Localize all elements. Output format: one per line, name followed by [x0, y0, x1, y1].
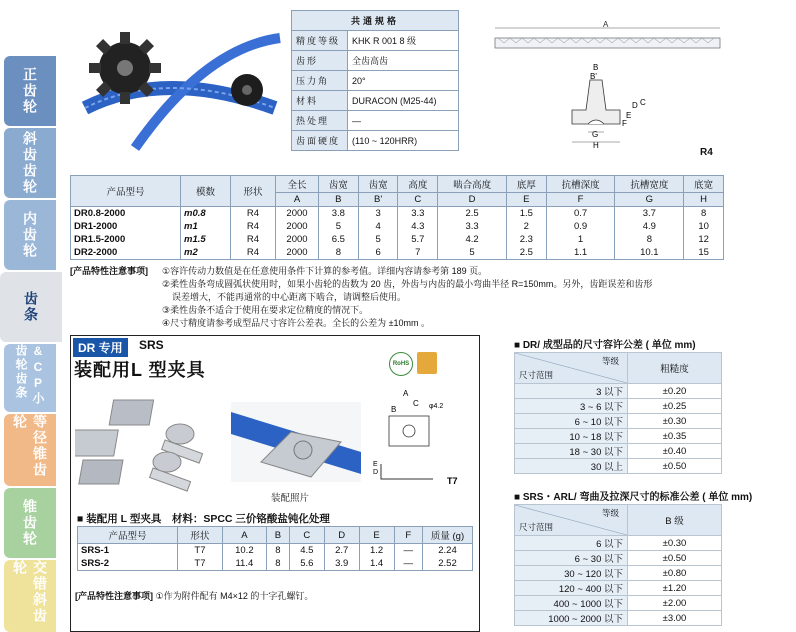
- sidebar-tab-helical-gear[interactable]: 斜齿齿轮: [4, 128, 56, 198]
- svg-text:φ4.2: φ4.2: [429, 403, 444, 410]
- table-cell: 30 ~ 120 以下: [515, 566, 628, 581]
- table-cell: DR0.8-2000: [71, 207, 181, 221]
- rohs-icon: RoHS: [389, 352, 413, 376]
- table-cell: 1.5: [506, 207, 546, 221]
- svg-text:A: A: [603, 20, 609, 29]
- table-cell: ±0.35: [628, 429, 722, 444]
- table-row: [515, 414, 722, 429]
- table-cell: 2.5: [438, 207, 507, 221]
- table-cell: 2.3: [506, 233, 546, 246]
- table-cell: 4: [358, 220, 398, 233]
- table-cell: 3.3: [438, 220, 507, 233]
- svg-text:D: D: [373, 469, 379, 476]
- clip-diagram: [373, 384, 475, 494]
- table-row: [71, 220, 724, 233]
- table-cell: SRS-2: [78, 557, 178, 571]
- table-cell: 1: [546, 233, 615, 246]
- table-cell: m0.8: [181, 207, 231, 221]
- table-cell: 2.52: [423, 557, 473, 571]
- tol1-title: ■ DR/ 成型品的尺寸容许公差 ( 单位 mm): [514, 340, 696, 351]
- sidebar-tab-miter-gear[interactable]: 等径锥齿轮: [4, 414, 56, 486]
- table-cell: 6 ~ 10 以下: [515, 414, 628, 429]
- table-cell: 1000 ~ 2000 以下: [515, 611, 628, 626]
- sidebar-tab-screw-gear[interactable]: 交错斜齿轮: [4, 560, 56, 632]
- assembly-photo: [231, 402, 361, 482]
- svg-text:H: H: [593, 141, 599, 150]
- srs-section: [70, 335, 480, 632]
- table-cell: 11.4: [222, 557, 266, 571]
- svg-text:G: G: [592, 130, 599, 139]
- table-cell: 18 ~ 30 以下: [515, 444, 628, 459]
- table-cell: 120 ~ 400 以下: [515, 581, 628, 596]
- table-cell: 4.5: [289, 544, 324, 558]
- table-row: [78, 544, 473, 558]
- table-cell: 6.5: [318, 233, 358, 246]
- table-row: [515, 384, 722, 399]
- table-cell: ±2.00: [628, 596, 722, 611]
- table-cell: 0.7: [546, 207, 615, 221]
- table-cell: 8: [615, 233, 684, 246]
- table-row: [78, 557, 473, 571]
- table-cell: ±0.80: [628, 566, 722, 581]
- table-cell: DR1-2000: [71, 220, 181, 233]
- table-cell: 5.7: [398, 233, 438, 246]
- table-row: [515, 611, 722, 626]
- table-cell: ±0.30: [628, 536, 722, 551]
- table-cell: 1.4: [359, 557, 394, 571]
- table-cell: 10.1: [615, 246, 684, 260]
- table-cell: 2.7: [324, 544, 359, 558]
- table-row: [515, 566, 722, 581]
- table-cell: 5: [358, 233, 398, 246]
- spec-title: 共通规格: [292, 11, 459, 31]
- table-cell: 7: [398, 246, 438, 260]
- table-cell: 10: [684, 220, 724, 233]
- table-cell: SRS-1: [78, 544, 178, 558]
- clips-screws-photo: [75, 392, 225, 497]
- table-cell: 3: [358, 207, 398, 221]
- table-row: [515, 551, 722, 566]
- table-cell: 3.9: [324, 557, 359, 571]
- gear-rack-photo: [75, 8, 285, 168]
- table-cell: 1.2: [359, 544, 394, 558]
- table-cell: m2: [181, 246, 231, 260]
- table-cell: 12: [684, 233, 724, 246]
- table-row: [515, 429, 722, 444]
- table-cell: 15: [684, 246, 724, 260]
- table-cell: 4.3: [398, 220, 438, 233]
- sidebar: [0, 52, 62, 632]
- svg-text:A: A: [403, 389, 409, 398]
- table-row: [515, 459, 722, 474]
- sidebar-tab-rack[interactable]: 齿条: [0, 272, 62, 342]
- tol1-table: 等级 尺寸范围 粗糙度 3 以下 ±0.20 3 ~ 6 以下 ±0.25 6 ~ 10 以下 ±0.30 10 ~ 18 以下 ±0.35 18 ~ 30 以下 ±0.40 30 以上 ±0.50: [514, 352, 722, 474]
- svg-text:D: D: [632, 101, 638, 110]
- srs-table: 产品型号 形状 A B C D E F 质量 (g) SRS-1 T7 10.2 8 4.5 2.7 1.2 — 2.24 SRS-2 T7 11.4 8 5.6 3.9 1.4 — 2.52: [77, 526, 473, 571]
- svg-text:F: F: [622, 119, 627, 128]
- table-cell: ±0.30: [628, 414, 722, 429]
- table-row: [515, 444, 722, 459]
- rack-dimension-diagram: [490, 20, 730, 160]
- table-cell: ±0.40: [628, 444, 722, 459]
- product-table: 产品型号 模数 形状 全长 齿宽 齿宽 高度 啮合高度 底厚 抗槽深度 抗槽宽度 底宽 A B B' C D E F G H DR0.8-2000 m0.8 R4 2000 3.8 3 3.3 2.5 1.5 0.7 3.7 8 DR1-2000 m1 R4 2000 5 4 4.3 3.3 2 0.9 4.9 10 DR1.5-2000 m1.5 R4 2000 6.5 5 5.7 4.2 2.3 1 8 12 DR2-2000 m2 R4 2000 8 6 7 5 2.5 1.1 10.1 15: [70, 175, 724, 260]
- svg-text:C: C: [640, 98, 646, 107]
- table-cell: 2000: [276, 220, 319, 233]
- table-cell: 10 ~ 18 以下: [515, 429, 628, 444]
- table-cell: T7: [178, 544, 223, 558]
- table-row: [515, 399, 722, 414]
- table-cell: 3 ~ 6 以下: [515, 399, 628, 414]
- table-cell: 5: [318, 220, 358, 233]
- sidebar-tab-spur-gear[interactable]: 正齿轮: [4, 56, 56, 126]
- common-spec-table: 共通规格 精度等级 KHK R 001 8 级 齿形 全齿高齿 压力角 20° 材料 DURACON (M25-44) 热处理 — 齿面硬度 (110 ~ 120HRR): [291, 10, 459, 151]
- sidebar-tab-internal-gear[interactable]: 内齿轮: [4, 200, 56, 270]
- table-cell: ±0.50: [628, 459, 722, 474]
- table-cell: R4: [231, 220, 276, 233]
- table-row: [515, 596, 722, 611]
- table-cell: DR1.5-2000: [71, 233, 181, 246]
- tol2-table: 等级 尺寸范围 B 级 6 以下 ±0.30 6 ~ 30 以下 ±0.50 30 ~ 120 以下 ±0.80 120 ~ 400 以下 ±1.20 400 ~ 1000 以下 ±2.00 1000 ~ 2000 以下 ±3.00: [514, 504, 722, 626]
- table-row: [515, 581, 722, 596]
- table-cell: 30 以上: [515, 459, 628, 474]
- clip-icon: [417, 352, 437, 374]
- r4-label: R4: [700, 147, 713, 158]
- table-row: [71, 233, 724, 246]
- table-cell: ±0.25: [628, 399, 722, 414]
- table-cell: 3.7: [615, 207, 684, 221]
- svg-text:E: E: [626, 111, 632, 120]
- table-cell: 2000: [276, 233, 319, 246]
- table-cell: 4.9: [615, 220, 684, 233]
- srs-code: SRS: [139, 338, 164, 352]
- table-cell: 2.5: [506, 246, 546, 260]
- table-cell: 10.2: [222, 544, 266, 558]
- table-cell: T7: [178, 557, 223, 571]
- table-cell: 3.3: [398, 207, 438, 221]
- sidebar-tab-cp-rack[interactable]: &CP小齿轮齿条: [4, 344, 56, 412]
- table-cell: m1.5: [181, 233, 231, 246]
- table-cell: —: [394, 544, 423, 558]
- table-cell: 2000: [276, 246, 319, 260]
- svg-text:C: C: [413, 399, 419, 408]
- svg-text:B: B: [593, 63, 599, 72]
- table-cell: 6: [358, 246, 398, 260]
- table-cell: 2.24: [423, 544, 473, 558]
- table-cell: ±3.00: [628, 611, 722, 626]
- table-cell: 3 以下: [515, 384, 628, 399]
- tol2-title: ■ SRS・ARL/ 弯曲及拉深尺寸的标准公差 ( 单位 mm): [514, 492, 753, 503]
- table-cell: 2: [506, 220, 546, 233]
- table-cell: 5: [438, 246, 507, 260]
- table-cell: 0.9: [546, 220, 615, 233]
- table-cell: 2000: [276, 207, 319, 221]
- srs-title: 装配用L 型夹具: [74, 360, 206, 380]
- table-cell: 400 ~ 1000 以下: [515, 596, 628, 611]
- table-cell: R4: [231, 246, 276, 260]
- table-cell: m1: [181, 220, 231, 233]
- table-cell: ±1.20: [628, 581, 722, 596]
- svg-text:B': B': [590, 72, 597, 81]
- table-cell: 4.2: [438, 233, 507, 246]
- srs-note: [产品特性注意事项] ①作为附件配有 M4×12 的十字孔螺钉。: [75, 591, 314, 601]
- table-cell: R4: [231, 207, 276, 221]
- table-cell: 8: [266, 544, 289, 558]
- srs-subtitle: ■ 装配用 L 型夹具 材料：SPCC 三价铬酸盐钝化处理: [77, 513, 330, 525]
- dr-badge: DR 专用: [73, 338, 128, 357]
- table-row: [515, 536, 722, 551]
- table-cell: ±0.50: [628, 551, 722, 566]
- svg-text:B: B: [391, 405, 397, 414]
- table-row: [71, 207, 724, 221]
- table-cell: 8: [318, 246, 358, 260]
- table-cell: 5.6: [289, 557, 324, 571]
- table-cell: ±0.20: [628, 384, 722, 399]
- photo-caption: 装配照片: [271, 493, 310, 504]
- table-cell: 8: [266, 557, 289, 571]
- table-cell: R4: [231, 233, 276, 246]
- table-cell: DR2-2000: [71, 246, 181, 260]
- table-row: [71, 246, 724, 260]
- svg-text:E: E: [373, 461, 378, 468]
- table-cell: —: [394, 557, 423, 571]
- table-cell: 1.1: [546, 246, 615, 260]
- table-cell: 6 以下: [515, 536, 628, 551]
- svg-text:T7: T7: [447, 476, 458, 486]
- table-cell: 3.8: [318, 207, 358, 221]
- table-cell: 6 ~ 30 以下: [515, 551, 628, 566]
- table-cell: 8: [684, 207, 724, 221]
- sidebar-tab-bevel-gear[interactable]: 锥齿轮: [4, 488, 56, 558]
